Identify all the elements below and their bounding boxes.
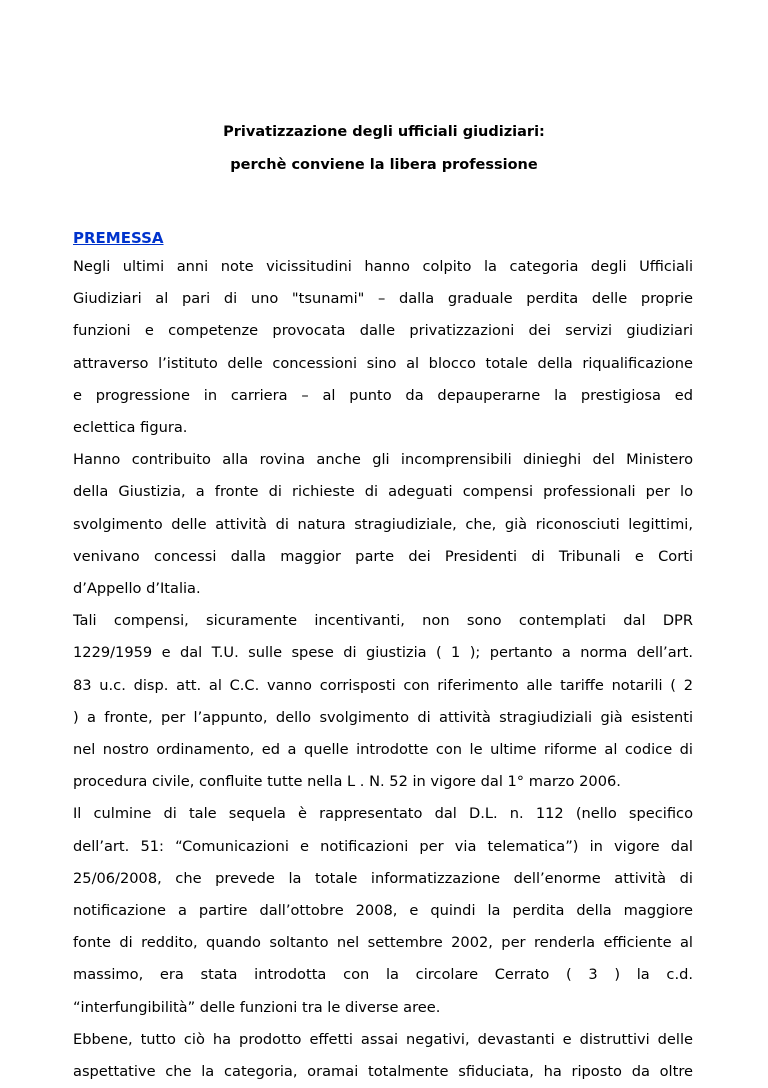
body-line: funzioni e competenze provocata dalle privatizzazioni dei servizi giudiziari <box>73 322 693 340</box>
body-line: 83 u.c. disp. att. al C.C. vanno corrisposti con riferimento alle tariffe notarili ( 2 <box>73 676 693 694</box>
body-line: nel nostro ordinamento, ed a quelle introdotte con le ultime riforme al codice di <box>73 741 693 759</box>
body-line: eclettica figura. <box>73 419 188 437</box>
body-paragraphs <box>73 251 693 1088</box>
body-line: Hanno contribuito alla rovina anche gli incomprensibili dinieghi del Ministero <box>73 451 693 469</box>
body-line: Il culmine di tale sequela è rappresentato dal D.L. n. 112 (nello specifico <box>73 805 693 823</box>
body-line: procedura civile, confluite tutte nella L . N. 52 in vigore dal 1° marzo 2006. <box>73 773 621 791</box>
body-line: aspettative che la categoria, oramai totalmente sfiduciata, ha riposto da oltre <box>73 1063 693 1081</box>
body-line: Giudiziari al pari di uno "tsunami" – dalla graduale perdita delle proprie <box>73 290 693 308</box>
body-line: Tali compensi, sicuramente incentivanti, non sono contemplati dal DPR <box>73 612 693 630</box>
body-line: Ebbene, tutto ciò ha prodotto effetti assai negativi, devastanti e distruttivi delle <box>73 1030 693 1048</box>
body-line: dell’art. 51: “Comunicazioni e notificazioni per via telematica”) in vigore dal <box>73 837 693 855</box>
body-line: massimo, era stata introdotta con la circolare Cerrato ( 3 ) la c.d. <box>73 966 693 984</box>
document-title-line-2: perchè conviene la libera professione <box>230 157 538 173</box>
body-line: 1229/1959 e dal T.U. sulle spese di giustizia ( 1 ); pertanto a norma dell’art. <box>73 644 693 662</box>
body-line: d’Appello d’Italia. <box>73 580 201 598</box>
body-line: svolgimento delle attività di natura stragiudiziale, che, già riconosciuti legittimi, <box>73 515 693 533</box>
body-line: 25/06/2008, che prevede la totale informatizzazione dell’enorme attività di <box>73 869 693 887</box>
body-line: della Giustizia, a fronte di richieste di adeguati compensi professionali per lo <box>73 483 693 501</box>
body-line: e progressione in carriera – al punto da depauperarne la prestigiosa ed <box>73 386 693 404</box>
body-line: ) a fronte, per l’appunto, dello svolgimento di attività stragiudiziali già esistenti <box>73 708 693 726</box>
body-line: Negli ultimi anni note vicissitudini hanno colpito la categoria degli Ufficiali <box>73 258 693 275</box>
body-line: attraverso l’istituto delle concessioni sino al blocco totale della riqualificazione <box>73 354 693 372</box>
document-title-line-1: Privatizzazione degli ufficiali giudiziari: <box>223 124 545 140</box>
section-heading-premessa[interactable]: PREMESSA <box>73 229 164 247</box>
body-line: fonte di reddito, quando soltanto nel settembre 2002, per renderla efficiente al <box>73 934 693 952</box>
body-line: notificazione a partire dall’ottobre 2008, e quindi la perdita della maggiore <box>73 902 693 920</box>
body-line: venivano concessi dalla maggior parte dei Presidenti di Tribunali e Corti <box>73 547 693 565</box>
body-line: “interfungibilità” delle funzioni tra le diverse aree. <box>73 998 441 1016</box>
